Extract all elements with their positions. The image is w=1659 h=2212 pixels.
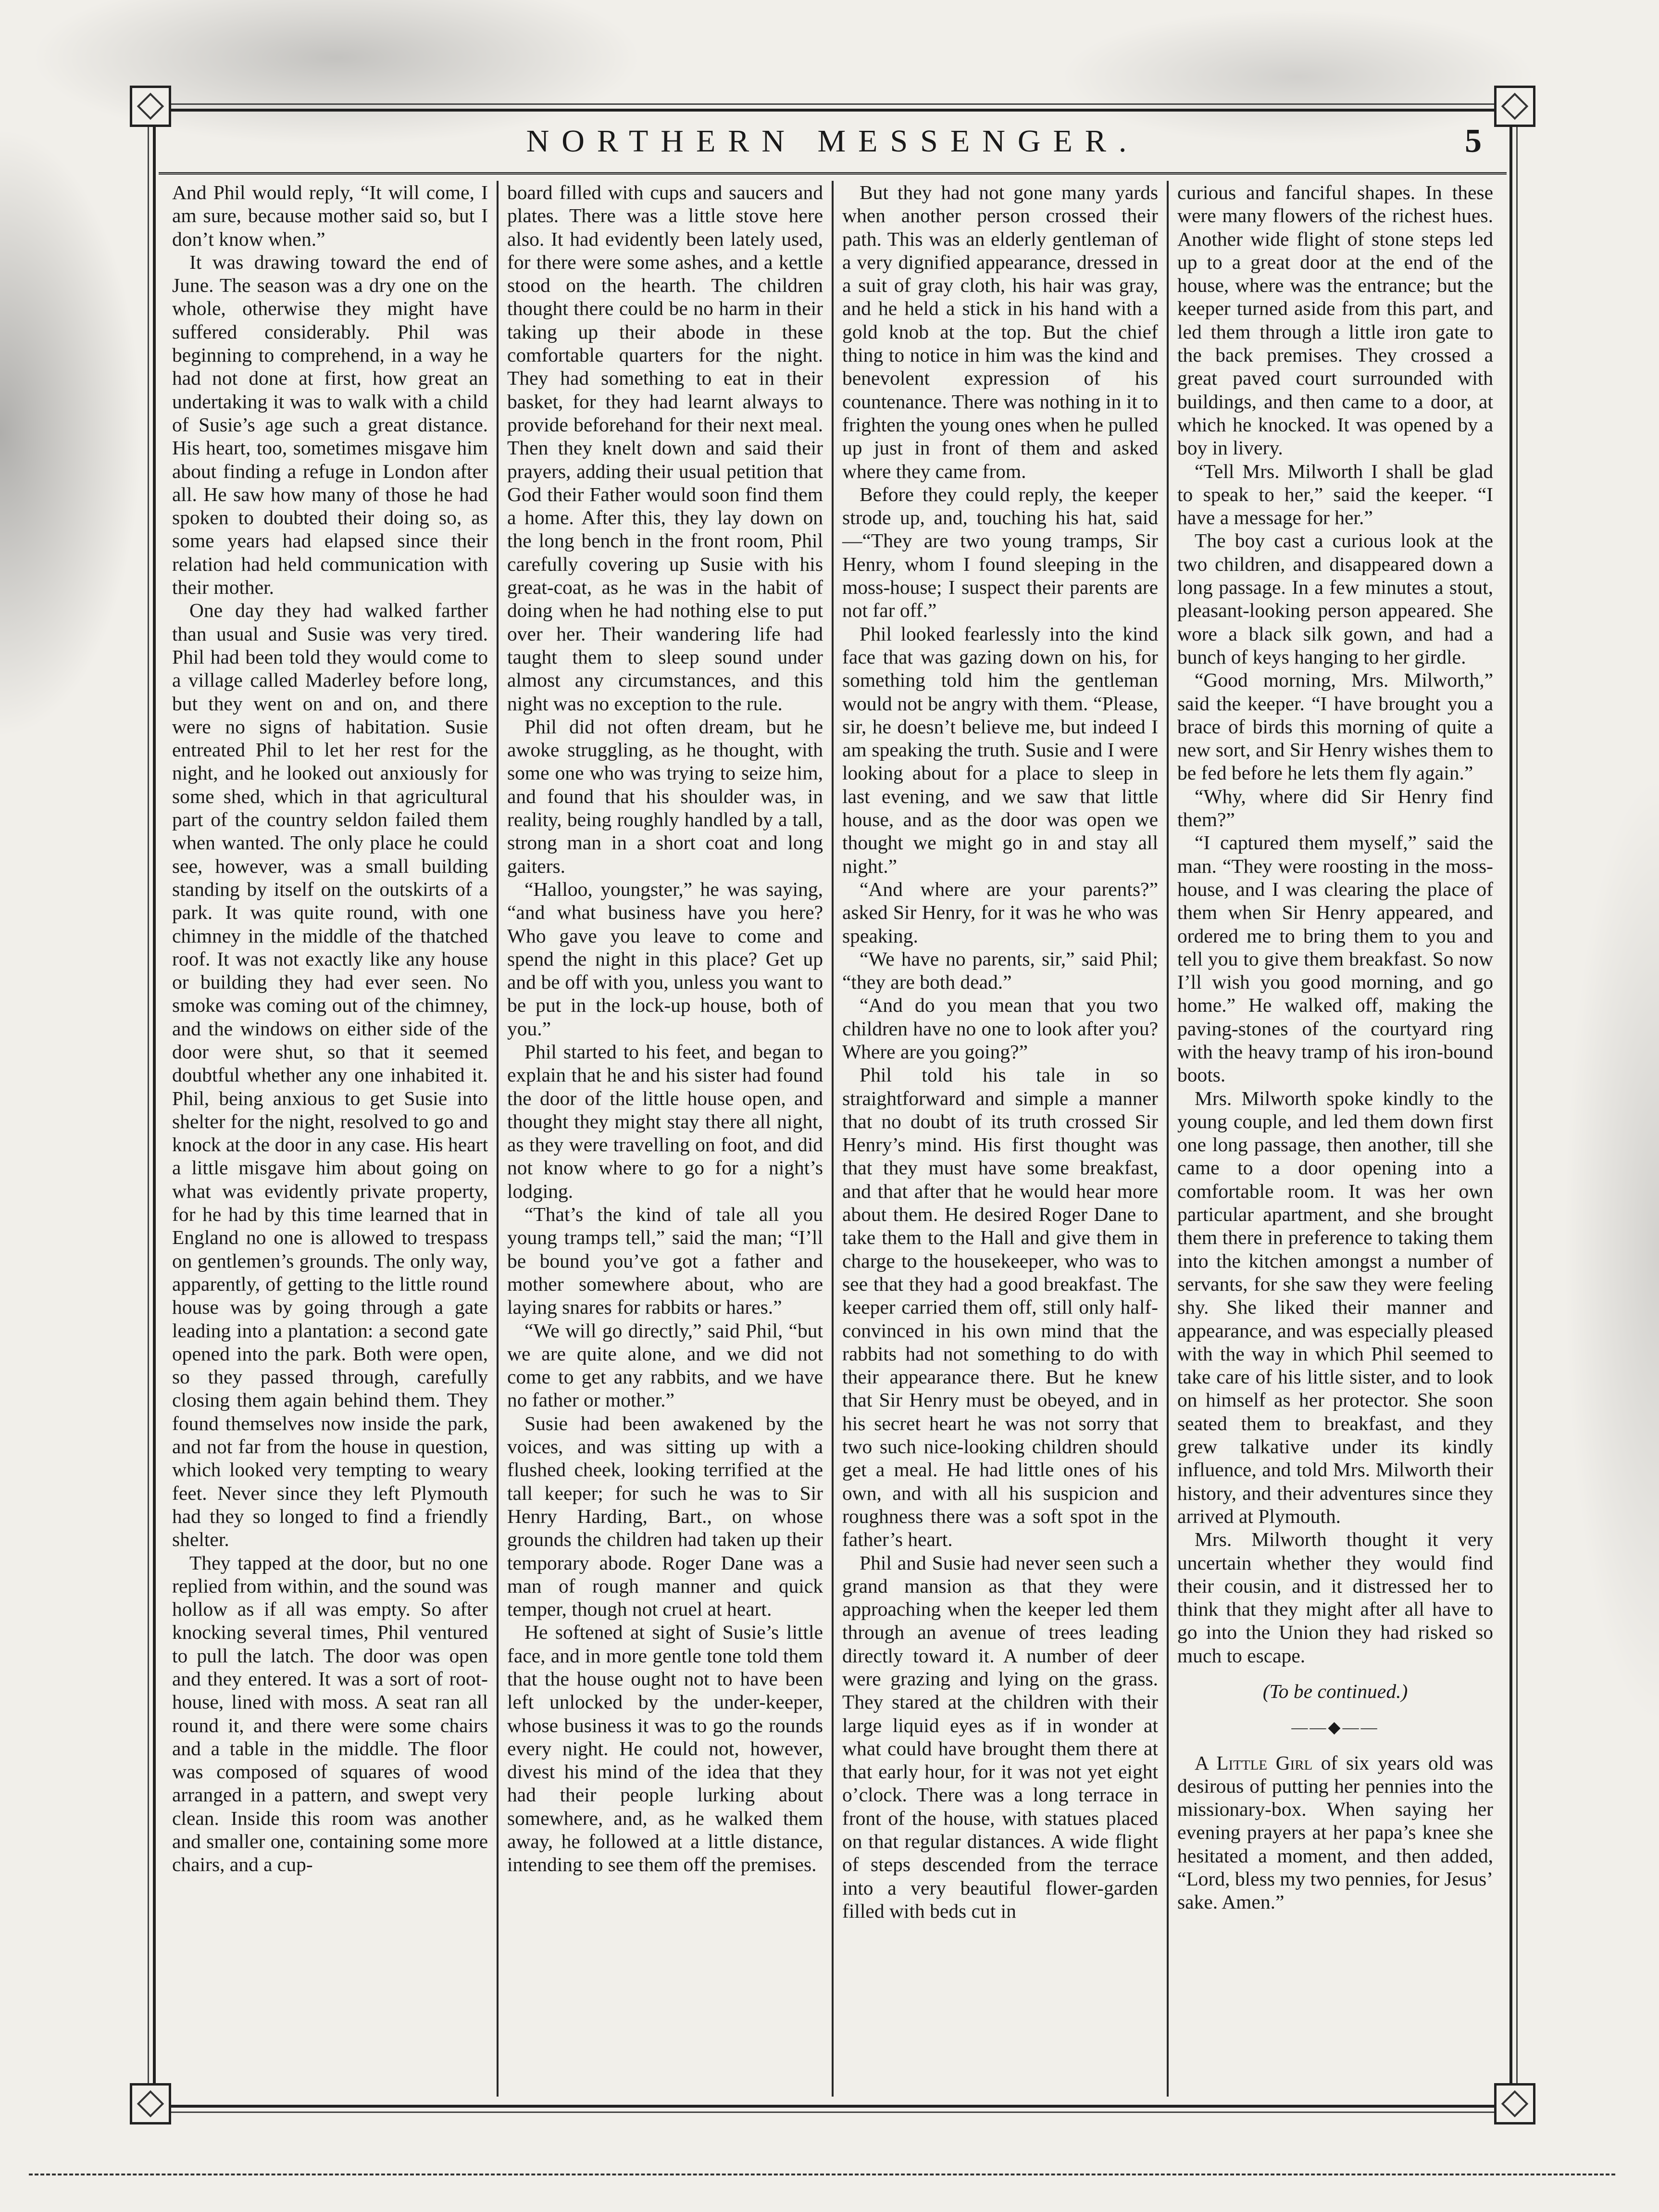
story-body: of six years old was desirous of putting her pennies into the missionary-box. When saying her evening prayers at her papa’s knee she hesitated a moment, and then added, “Lord, bless my two pennies, for Jesus’ sake. Amen.” [1177, 1751, 1493, 1913]
paragraph: Phil started to his feet, and began to explain that he and his sister had found the door of the little house open, and thought they might stay there all night, as they were travelling on foot, and did not know where to go for a night’s lodging. [507, 1040, 823, 1202]
article-columns [163, 181, 1502, 2097]
paragraph: The boy cast a curious look at the two children, and disappeared down a long passage. In a few minutes a stout, pleasant-looking person appeared. She wore a black silk gown, and had a bunch of keys hanging to her girdle. [1177, 529, 1493, 668]
paragraph: Phil did not often dream, but he awoke struggling, as he thought, with some one who was trying to seize him, and found that his shoulder was, in reality, being roughly handled by a tall, strong man in a short coat and long gaiters. [507, 715, 823, 877]
section-divider: ——◆—— [1291, 1719, 1379, 1737]
paragraph: Phil and Susie had never seen such a grand mansion as that they were approaching when the keeper led them through an avenue of trees leading directly toward it. A number of deer were grazing and lying on the grass. They stared at the children with their large liquid eyes as if in wonder at what could have brought them there at that early hour, for it was not yet eight o’clock. There was a long terrace in front of the house, with statues placed on that regular distances. A wide flight of steps descended from the terrace into a very beautiful flower-garden filled with beds cut in [842, 1551, 1158, 1922]
paragraph: “I captured them myself,” said the man. “They were roosting in the moss-house, and I was clearing the place of them when Sir Henry appeared, and ordered me to bring them to you and tell you to give them breakfast. So now I’ll wish you good morning, and go home.” He walked off, making the paving-stones of the courtyard ring with the heavy tramp of his iron-bound boots. [1177, 831, 1493, 1086]
paragraph: One day they had walked farther than usual and Susie was very tired. Phil had been told they would come to a village called Maderley before long, but they went on and on, and there were no signs of habitation. Susie entreated Phil to let her rest for the night, and he looked out anxiously for some shed, which in that agricultural part of the country seldon failed them when wanted. The only place he could see, however, was a small building standing by itself on the outskirts of a park. It was quite round, with one chimney in the middle of the thatched roof. It was not exactly like any house or building they had ever seen. No smoke was coming out of the chimney, and the windows on either side of the door were shut, so that it seemed doubtful whether any one inhabited it. Phil, being anxious to get Susie into shelter for the night, resolved to go and knock at the door in any case. His heart a little misgave him about going on what was evidently private property, for he had by this time learned that in England no one is allowed to trespass on gentlemen’s grounds. The only way, apparently, of getting to the little round house was by going through a gate leading into a plantation: a second gate opened into the park. Both were open, so they passed through, carefully closing them again behind them. They found themselves now inside the park, and not far from the house in question, which looked very tempting to weary feet. Never since they left Plymouth had they so longed to find a friendly shelter. [172, 599, 488, 1551]
page-number: 5 [1465, 123, 1482, 160]
paragraph: But they had not gone many yards when another person crossed their path. This was an elderly gentleman of a very dignified appearance, dressed in a suit of gray cloth, his hair was gray, and he held a stick in his hand with a gold knob at the top. But the chief thing to notice in him was the kind and benevolent expression of his countenance. There was nothing in it to frighten the young ones when he pulled up just in front of them and asked where they came from. [842, 181, 1158, 482]
paragraph: “Halloo, youngster,” he was saying, “and what business have you here? Who gave you leave to come and spend the night in this place? Get up and be off with you, unless you want to be put in the lock-up house, both of you.” [507, 878, 823, 1040]
paragraph: Susie had been awakened by the voices, and was sitting up with a flushed cheek, looking terrified at the tall keeper; for such he was to Sir Henry Harding, Bart., on whose grounds the children had taken up their temporary abode. Roger Dane was a man of rough manner and quick temper, though not cruel at heart. [507, 1412, 823, 1621]
bottom-edge-rule [29, 2174, 1615, 2177]
column-3 [832, 181, 1167, 2097]
paragraph-little-girl [1177, 1751, 1493, 1914]
column-1 [163, 181, 497, 2097]
paragraph: “Why, where did Sir Henry find them?” [1177, 785, 1493, 831]
paragraph: “That’s the kind of tale all you young tramps tell,” said the man; “I’ll be bound you’ve got a father and mother somewhere about, who are laying snares for rabbits or hares.” [507, 1203, 823, 1319]
paragraph: “Tell Mrs. Milworth I shall be glad to speak to her,” said the keeper. “I have a message for her.” [1177, 460, 1493, 529]
paragraph: Mrs. Milworth spoke kindly to the young couple, and led them down first one long passage, then another, till she came to a door opening into a comfortable room. It was her own particular apartment, and she brought them there in preference to taking them into the kitchen amongst a number of servants, for she saw they were feeling shy. She liked their manner and appearance, and was especially pleased with the way in which Phil seemed to take care of his little sister, and to look on himself as her protector. She soon seated them to breakfast, and they grew talkative under its kindly influence, and told Mrs. Milworth their history, and their adventures since they arrived at Plymouth. [1177, 1087, 1493, 1527]
paragraph: Phil told his tale in so straightforward and simple a manner that no doubt of its truth crossed Sir Henry’s mind. His first thought was that they must have some breakfast, and that after that he would hear more about them. He desired Roger Dane to take them to the Hall and give them in charge to the housekeeper, who was to see that they had a good breakfast. The keeper carried them off, still only half-convinced in his own mind that the rabbits had not something to do with their appearance there. But he knew that Sir Henry must be obeyed, and in his secret heart he was not sorry that two such nice-looking children should get a meal. He had little ones of his own, and with all his suspicion and roughness there was a soft spot in the father’s heart. [842, 1064, 1158, 1551]
paragraph: It was drawing toward the end of June. The season was a dry one on the whole, otherwise they might have suffered considerably. Phil was beginning to comprehend, in a way he had not done at first, how great an undertaking it was to walk with a child of Susie’s age such a great distance. His heart, too, sometimes misgave him about finding a refuge in London after all. He saw how many of those he had spoken to doubted their doing so, as some years had elapsed since their relation had held communication with their mother. [172, 251, 488, 599]
publication-title: NORTHERN MESSENGER. [526, 124, 1139, 159]
to-be-continued: (To be continued.) [1262, 1680, 1408, 1702]
column-2 [497, 181, 832, 2097]
paragraph: Mrs. Milworth thought it very uncertain whether they would find their cousin, and it distressed her to think that they might after all have to go into the Union they had risked so much to escape. [1177, 1528, 1493, 1667]
paragraph: And Phil would reply, “It will come, I am sure, because mother said so, but I don’t know when.” [172, 181, 488, 250]
masthead [159, 114, 1507, 175]
paragraph: Phil looked fearlessly into the kind face that was gazing down on his, for something told him the gentleman would not be angry with them. “Please, sir, he doesn’t believe me, but indeed I am speaking the truth. Susie and I were looking about for a place to sleep in last evening, and we saw that little house, and as the door was open we thought we might go in and stay all night.” [842, 622, 1158, 877]
paragraph: “We will go directly,” said Phil, “but we are quite alone, and we did not come to get any rabbits, and we have no father or mother.” [507, 1319, 823, 1411]
paragraph: “And do you mean that you two children have no one to look after you? Where are you going?” [842, 994, 1158, 1063]
paragraph: “And where are your parents?” asked Sir Henry, for it was he who was speaking. [842, 878, 1158, 947]
paragraph: “We have no parents, sir,” said Phil; “they are both dead.” [842, 947, 1158, 993]
paragraph: “Good morning, Mrs. Milworth,” said the keeper. “I have brought you a brace of birds this morning of quite a new sort, and Sir Henry wishes them to be fed before he lets them fly again.” [1177, 669, 1493, 784]
column-4 [1167, 181, 1502, 2097]
paragraph: board filled with cups and saucers and plates. There was a little stove here also. It had evidently been lately used, for there were some ashes, and a kettle stood on the hearth. The children thought there could be no harm in their taking up their abode in these comfortable quarters for the night. They had something to eat in their basket, for they had learnt always to provide beforehand for their next meal. Then they knelt down and said their prayers, adding their usual petition that God their Father would soon find them a home. After this, they lay down on the long bench in the front room, Phil carefully covering up Susie with his great-coat, as he was in the habit of doing when he had nothing else to put over her. Their wandering life had taught them to sleep sound under almost any circumstances, and this night was no exception to the rule. [507, 181, 823, 715]
paragraph: He softened at sight of Susie’s little face, and in more gentle tone told them that the house ought not to have been left unlocked by the under-keeper, whose business it was to go the rounds every night. He could not, however, divest his mind of the idea that they had their people lurking about somewhere, and, as he walked them away, he followed at a little distance, intending to see them off the premises. [507, 1621, 823, 1876]
story-lead-in: A Little Girl [1195, 1751, 1313, 1774]
paragraph: They tapped at the door, but no one replied from within, and the sound was hollow as if all was empty. So after knocking several times, Phil ventured to pull the latch. The door was open and they entered. It was a sort of root-house, lined with moss. A seat ran all round it, and there were some chairs and a table in the middle. The floor was composed of squares of wood arranged in a pattern, and swept very clean. Inside this room was another and smaller one, containing some more chairs, and a cup- [172, 1551, 488, 1876]
paragraph: curious and fanciful shapes. In these were many flowers of the richest hues. Another wide flight of stone steps led up to a great door at the end of the house, where was the entrance; but the keeper turned aside from this part, and led them through a little iron gate to the back premises. They crossed a great paved court surrounded with buildings, and then came to a door, at which he knocked. It was opened by a boy in livery. [1177, 181, 1493, 459]
paragraph: Before they could reply, the keeper strode up, and, touching his hat, said—“They are two young tramps, Sir Henry, whom I found sleeping in the moss-house; I suspect their parents are not far off.” [842, 483, 1158, 622]
